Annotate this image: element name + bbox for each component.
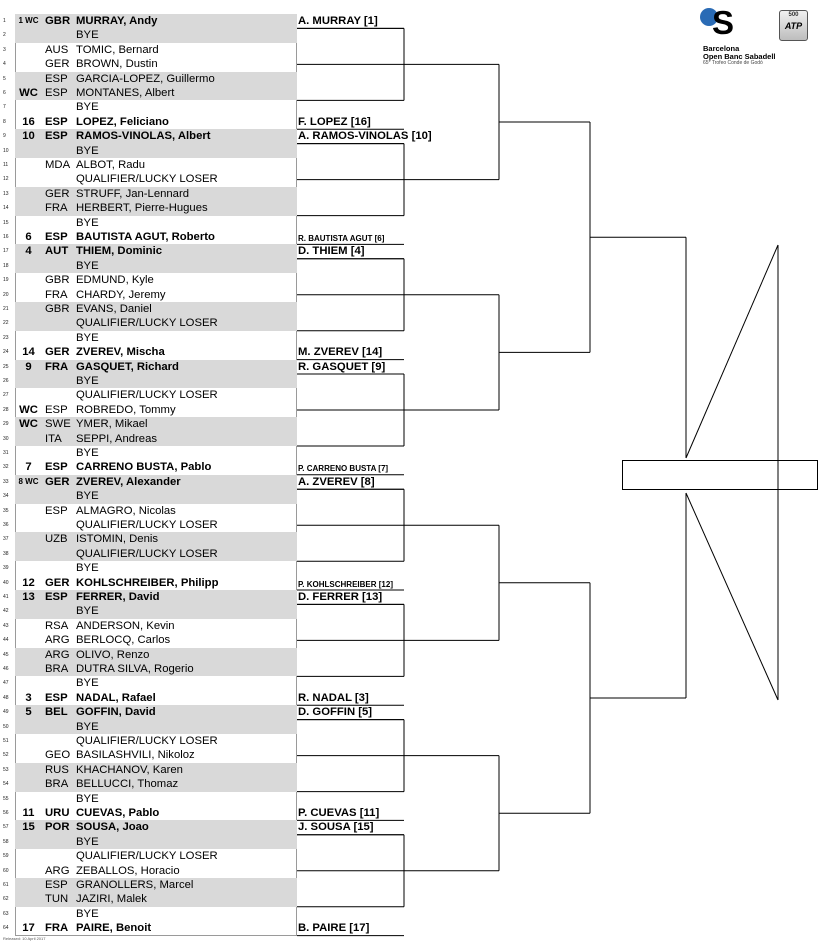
round2-winner: A. MURRAY [1]: [298, 15, 378, 27]
player-name: SEPPI, Andreas: [76, 432, 158, 445]
country-code: GER: [45, 576, 70, 589]
final-diagonal-bottom: [686, 493, 778, 700]
draw-position: 18: [3, 262, 9, 269]
country-code: FRA: [45, 360, 69, 373]
country-code: ESP: [45, 504, 68, 517]
atp-level: 500: [788, 12, 799, 18]
player-name: BYE: [76, 720, 99, 733]
country-code: FRA: [45, 288, 68, 301]
country-code: UZB: [45, 533, 68, 546]
country-code: POR: [45, 821, 70, 834]
country-code: FRA: [45, 202, 68, 215]
draw-position: 55: [3, 795, 9, 802]
draw-position: 13: [3, 190, 9, 197]
seed: 9: [25, 360, 32, 373]
player-name: BYE: [76, 101, 99, 114]
draw-position: 24: [3, 349, 9, 356]
draw-position: 51: [3, 738, 9, 744]
round2-winner: D. THIEM [4]: [298, 245, 365, 258]
draw-position: 47: [3, 680, 9, 687]
player-name: GARCIA-LOPEZ, Guillermo: [76, 72, 215, 85]
player-name: BYE: [76, 29, 99, 42]
player-name: EVANS, Daniel: [76, 303, 152, 315]
player-name: QUALIFIER/LUCKY LOSER: [76, 389, 218, 402]
draw-position: 45: [3, 651, 9, 658]
draw-position: 27: [3, 392, 9, 399]
player-name: DUTRA SILVA, Rogerio: [76, 663, 194, 675]
draw-position: 49: [3, 709, 9, 716]
player-name: KOHLSCHREIBER, Philipp: [76, 576, 219, 589]
seed: WC: [19, 418, 38, 431]
country-code: AUT: [45, 245, 69, 258]
draw-position: 60: [3, 867, 9, 874]
seed: 7: [25, 461, 32, 474]
draw-position: 4: [3, 61, 6, 68]
draw-position: 10: [3, 147, 9, 154]
draw-position: 29: [3, 421, 9, 428]
country-code: ESP: [45, 879, 68, 891]
player-name: THIEM, Dominic: [76, 245, 162, 258]
player-name: BYE: [76, 259, 99, 272]
draw-position: 1: [3, 18, 6, 24]
country-code: FRA: [45, 922, 69, 935]
country-code: GER: [45, 187, 70, 200]
champion-box: [622, 460, 818, 490]
draw-position: 53: [3, 766, 9, 773]
country-code: ESP: [45, 231, 68, 243]
draw-position: 21: [3, 306, 9, 312]
round2-winner: F. LOPEZ [16]: [298, 115, 371, 128]
draw-position: 22: [3, 320, 9, 327]
player-name: BYE: [76, 331, 99, 344]
country-code: URU: [45, 807, 70, 819]
player-name: ZVEREV, Mischa: [76, 346, 165, 359]
tournament-subtitle: 65° Trofeo Conde de Godó: [703, 60, 763, 66]
player-name: CHARDY, Jeremy: [76, 288, 166, 301]
draw-position: 59: [3, 853, 9, 860]
seed: 4: [25, 245, 32, 258]
draw-position: 41: [3, 594, 9, 600]
round2-winner: B. PAIRE [17]: [298, 922, 370, 935]
country-code: MDA: [45, 159, 71, 171]
footer-note: Released: 10 April 2017: [3, 936, 46, 941]
player-name: BAUTISTA AGUT, Roberto: [76, 231, 215, 243]
country-code: BEL: [45, 706, 68, 719]
draw-position: 40: [3, 579, 9, 586]
draw-position: 37: [3, 536, 9, 543]
country-code: ESP: [45, 115, 68, 128]
draw-position: 15: [3, 219, 9, 226]
final-diagonal-top: [686, 245, 778, 458]
country-code: ESP: [45, 591, 68, 603]
round2-winner: M. ZVEREV [14]: [298, 346, 383, 359]
country-code: ESP: [45, 403, 68, 416]
seed: 5: [25, 706, 32, 719]
country-code: ESP: [45, 130, 68, 143]
player-name: EDMUND, Kyle: [76, 274, 154, 287]
draw-position: 35: [3, 507, 9, 514]
country-code: GER: [45, 346, 70, 359]
player-name: RAMOS-VINOLAS, Albert: [76, 130, 211, 143]
player-name: BELLUCCI, Thomaz: [76, 778, 179, 791]
seed: 12: [22, 576, 35, 589]
country-code: ESP: [45, 691, 68, 704]
player-name: BASILASHVILI, Nikoloz: [76, 749, 195, 762]
country-code: GEO: [45, 749, 71, 762]
player-name: QUALIFIER/LUCKY LOSER: [76, 519, 218, 531]
player-name: BYE: [76, 447, 99, 459]
player-name: CARRENO BUSTA, Pablo: [76, 461, 212, 474]
player-name: QUALIFIER/LUCKY LOSER: [76, 317, 218, 330]
player-name: BYE: [76, 375, 99, 387]
player-name: BROWN, Dustin: [76, 58, 158, 71]
seed: 17: [22, 922, 35, 935]
round2-winner: P. CUEVAS [11]: [298, 807, 380, 819]
draw-position: 23: [3, 334, 9, 341]
seed: 1 WC: [18, 16, 39, 25]
round2-winner: P. CARRENO BUSTA [7]: [298, 464, 389, 474]
player-name: ALMAGRO, Nicolas: [76, 504, 176, 517]
player-name: TOMIC, Bernard: [76, 43, 159, 56]
country-code: GBR: [45, 274, 70, 287]
player-name: QUALIFIER/LUCKY LOSER: [76, 173, 218, 186]
player-name: ZEBALLOS, Horacio: [76, 864, 180, 877]
draw-position: 31: [3, 450, 9, 456]
country-code: GER: [45, 58, 70, 71]
player-name: LOPEZ, Feliciano: [76, 115, 169, 128]
draw-position: 52: [3, 752, 9, 759]
player-name: JAZIRI, Malek: [76, 893, 147, 906]
player-name: FERRER, David: [76, 591, 160, 603]
draw-position: 36: [3, 522, 9, 528]
player-name: ROBREDO, Tommy: [76, 403, 176, 416]
country-code: AUS: [45, 43, 69, 56]
seed: 15: [22, 821, 35, 834]
draw-position: 26: [3, 378, 9, 384]
draw-position: 43: [3, 622, 9, 629]
country-code: ESP: [45, 87, 68, 99]
player-name: BYE: [76, 677, 99, 690]
player-name: HERBERT, Pierre-Hugues: [76, 202, 208, 215]
player-name: PAIRE, Benoit: [76, 922, 152, 935]
draw-position: 64: [3, 925, 9, 932]
country-code: ESP: [45, 72, 68, 85]
player-name: BYE: [76, 907, 99, 920]
player-name: ALBOT, Radu: [76, 159, 146, 171]
draw-position: 46: [3, 666, 9, 672]
country-code: BRA: [45, 778, 69, 791]
draw-position: 30: [3, 435, 9, 442]
draw-position: 11: [3, 162, 9, 168]
draw-position: 33: [3, 478, 9, 485]
seed: 16: [22, 115, 35, 128]
draw-position: 16: [3, 234, 9, 240]
player-name: KHACHANOV, Karen: [76, 763, 183, 776]
country-code: RSA: [45, 619, 69, 632]
draw-position: 48: [3, 694, 9, 701]
draw-position: 42: [3, 608, 9, 615]
sponsor-logo-letter: S: [712, 4, 735, 41]
seed: 10: [22, 130, 35, 143]
country-code: GER: [45, 475, 70, 488]
seed: WC: [19, 403, 38, 416]
draw-position: 38: [3, 550, 9, 557]
player-name: QUALIFIER/LUCKY LOSER: [76, 735, 218, 747]
country-code: GBR: [45, 303, 70, 315]
round2-winner: J. SOUSA [15]: [298, 821, 374, 834]
country-code: ARG: [45, 648, 70, 661]
seed: WC: [19, 87, 38, 99]
player-name: BYE: [76, 562, 99, 575]
player-name: ZVEREV, Alexander: [76, 475, 181, 488]
player-name: NADAL, Rafael: [76, 691, 156, 704]
player-name: BYE: [76, 792, 99, 805]
draw-position: 9: [3, 133, 6, 140]
draw-position: 61: [3, 882, 9, 888]
draw-position: 58: [3, 838, 9, 845]
seed: 14: [22, 346, 35, 359]
round2-winner: A. RAMOS-VINOLAS [10]: [298, 130, 432, 143]
draw-position: 7: [3, 104, 6, 111]
draw-position: 6: [3, 90, 6, 96]
country-code: TUN: [45, 893, 69, 906]
round2-winner: P. KOHLSCHREIBER [12]: [298, 579, 393, 589]
round2-winner: R. NADAL [3]: [298, 691, 369, 704]
draw-position: 3: [3, 46, 6, 53]
draw-position: 8: [3, 118, 6, 125]
atp-label: ATP: [784, 21, 803, 31]
draw-position: 50: [3, 723, 9, 730]
player-name: GOFFIN, David: [76, 706, 156, 719]
atp-500-badge: [779, 10, 808, 41]
draw-position: 44: [3, 637, 9, 644]
seed: 11: [22, 807, 35, 819]
player-name: BYE: [76, 216, 99, 229]
player-name: STRUFF, Jan-Lennard: [76, 187, 190, 200]
seed: 8 WC: [18, 476, 39, 486]
country-code: BRA: [45, 663, 69, 675]
draw-position: 25: [3, 363, 9, 370]
seed: 6: [25, 231, 32, 243]
draw-position: 63: [3, 910, 9, 917]
player-name: MURRAY, Andy: [76, 15, 158, 27]
player-name: YMER, Mikael: [76, 418, 148, 431]
player-name: BYE: [76, 605, 99, 618]
country-code: GBR: [45, 15, 71, 27]
player-name: ISTOMIN, Denis: [76, 533, 159, 546]
draw-position: 14: [3, 205, 9, 212]
country-code: ARG: [45, 864, 70, 877]
draw-position: 39: [3, 565, 9, 572]
player-name: SOUSA, Joao: [76, 821, 149, 834]
player-name: QUALIFIER/LUCKY LOSER: [76, 547, 218, 560]
player-name: BERLOCQ, Carlos: [76, 634, 171, 647]
draw-position: 28: [3, 406, 9, 413]
draw-position: 56: [3, 810, 9, 816]
draw-position: 62: [3, 896, 9, 903]
round2-winner: R. BAUTISTA AGUT [6]: [298, 234, 385, 243]
draw-position: 12: [3, 176, 9, 183]
draw-position: 2: [3, 32, 6, 39]
player-name: OLIVO, Renzo: [76, 648, 150, 661]
country-code: SWE: [45, 418, 71, 431]
draw-position: 19: [3, 277, 9, 284]
country-code: RUS: [45, 763, 69, 776]
round2-winner: D. GOFFIN [5]: [298, 706, 373, 719]
draw-position: 17: [3, 248, 9, 255]
player-name: GRANOLLERS, Marcel: [76, 879, 194, 891]
round2-winner: R. GASQUET [9]: [298, 360, 386, 373]
draw-position: 5: [3, 75, 6, 82]
seed: 3: [25, 691, 32, 704]
round2-winner: D. FERRER [13]: [298, 591, 383, 603]
country-code: ITA: [45, 432, 62, 445]
country-code: ESP: [45, 461, 68, 474]
player-name: GASQUET, Richard: [76, 360, 179, 373]
player-name: CUEVAS, Pablo: [76, 807, 160, 819]
player-name: BYE: [76, 144, 99, 157]
round2-winner: A. ZVEREV [8]: [298, 475, 375, 488]
player-name: MONTANES, Albert: [76, 87, 175, 99]
draw-position: 34: [3, 493, 9, 500]
player-name: BYE: [76, 490, 99, 503]
player-name: QUALIFIER/LUCKY LOSER: [76, 850, 218, 863]
draw-position: 54: [3, 781, 9, 788]
player-name: BYE: [76, 835, 99, 848]
tournament-sponsor: Open Banc Sabadell: [703, 52, 776, 61]
player-name: ANDERSON, Kevin: [76, 619, 175, 632]
draw-position: 20: [3, 291, 9, 298]
tournament-name: Barcelona: [703, 44, 740, 53]
draw-position: 57: [3, 824, 9, 831]
draw-position: 32: [3, 464, 9, 471]
country-code: ARG: [45, 634, 70, 647]
seed: 13: [22, 591, 35, 603]
